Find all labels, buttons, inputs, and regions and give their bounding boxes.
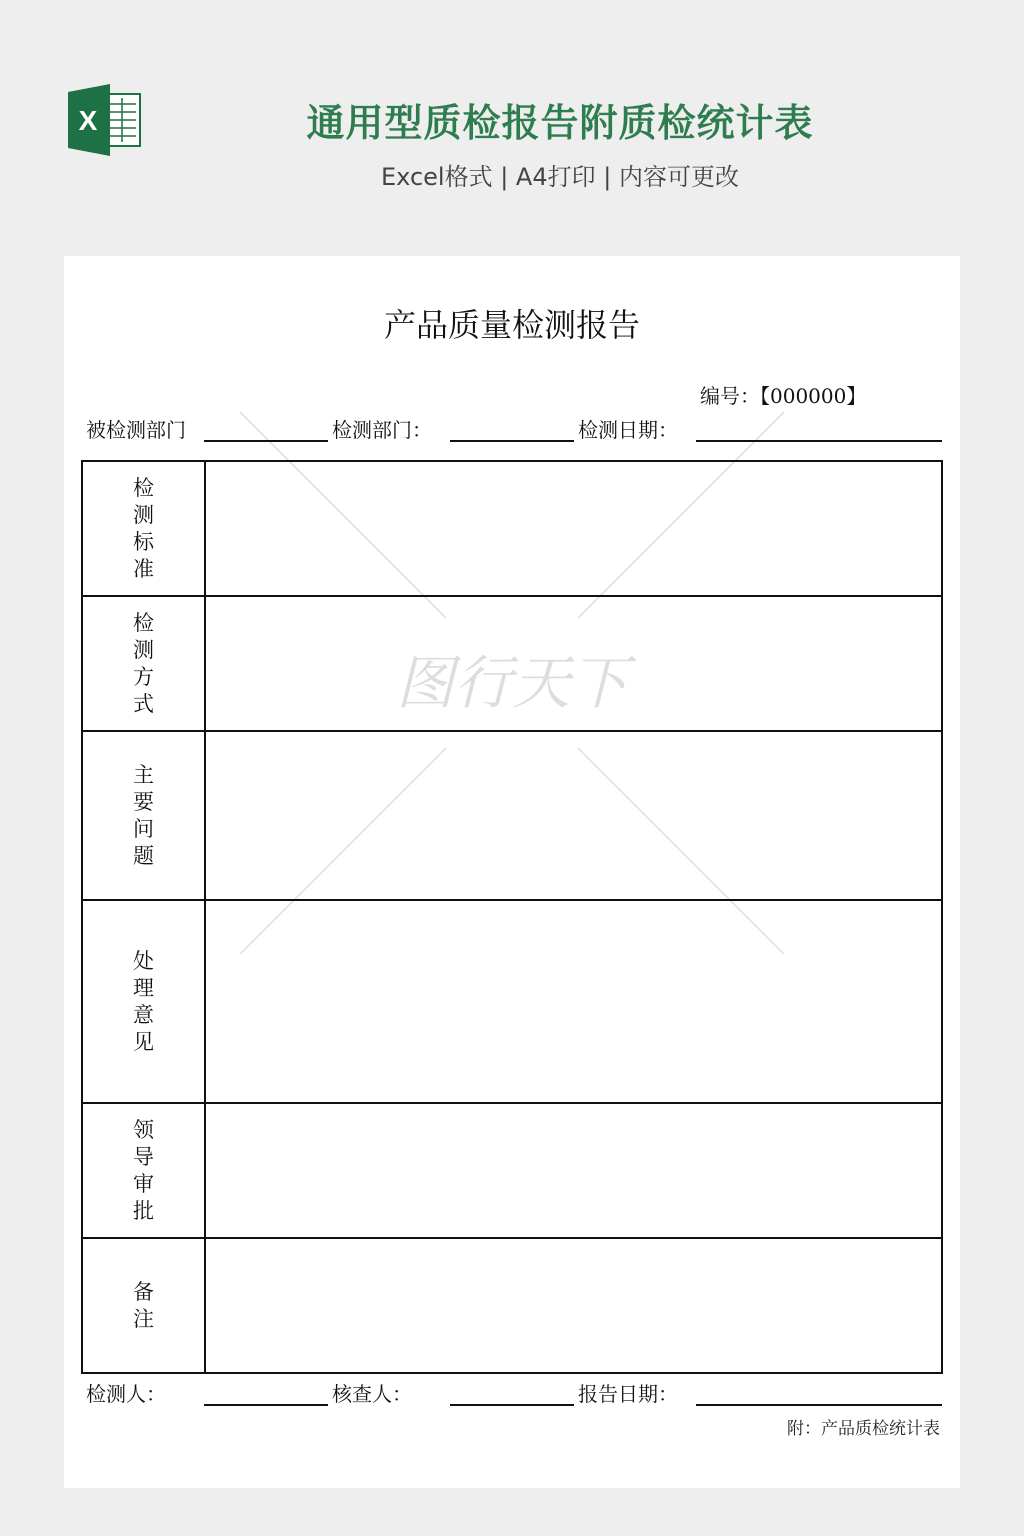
row-label-standard: 检测标准 [82,461,205,596]
excel-logo-letter: X [78,105,98,136]
inspected-dept-field[interactable] [204,440,328,442]
serial-number: 编号：【000000】 [700,384,867,408]
row-content-approval[interactable] [205,1103,942,1238]
inspection-date-field[interactable] [696,440,942,442]
row-label-handling: 处理意见 [82,900,205,1103]
footnote: 附：产品质检统计表 [787,1419,940,1439]
document-title: 产品质量检测报告 [383,306,640,344]
table-row [82,900,942,1103]
row-content-remarks[interactable] [205,1238,942,1373]
report-date-field[interactable] [696,1404,942,1406]
report-table [81,460,943,1374]
banner-title: 通用型质检报告附质检统计表 [306,101,814,145]
row-label-method: 检测方式 [82,596,205,731]
watermark-text: 图行天下 [395,649,629,717]
inspector-label: 检测人： [86,1382,166,1406]
reviewer-label: 核查人： [332,1382,412,1406]
row-content-issues[interactable] [205,731,942,900]
row-content-method[interactable] [205,596,942,731]
reviewer-field[interactable] [450,1404,574,1406]
table-row [82,1103,942,1238]
row-content-standard[interactable] [205,461,942,596]
inspection-dept-field[interactable] [450,440,574,442]
excel-icon [66,84,144,156]
inspected-dept-label: 被检测部门 [86,418,186,442]
inspection-date-label: 检测日期： [578,418,678,442]
row-label-approval: 领导审批 [82,1103,205,1238]
inspection-dept-label: 检测部门： [332,418,432,442]
table-row [82,596,942,731]
row-label-remarks: 备注 [82,1238,205,1373]
inspector-field[interactable] [204,1404,328,1406]
row-content-handling[interactable] [205,900,942,1103]
row-label-issues: 主要问题 [82,731,205,900]
table-row [82,461,942,596]
table-row [82,1238,942,1373]
table-row [82,731,942,900]
report-date-label: 报告日期： [578,1382,678,1406]
report-sheet [64,256,960,1488]
banner-subtitle: Excel格式 | A4打印 | 内容可更改 [381,163,739,191]
